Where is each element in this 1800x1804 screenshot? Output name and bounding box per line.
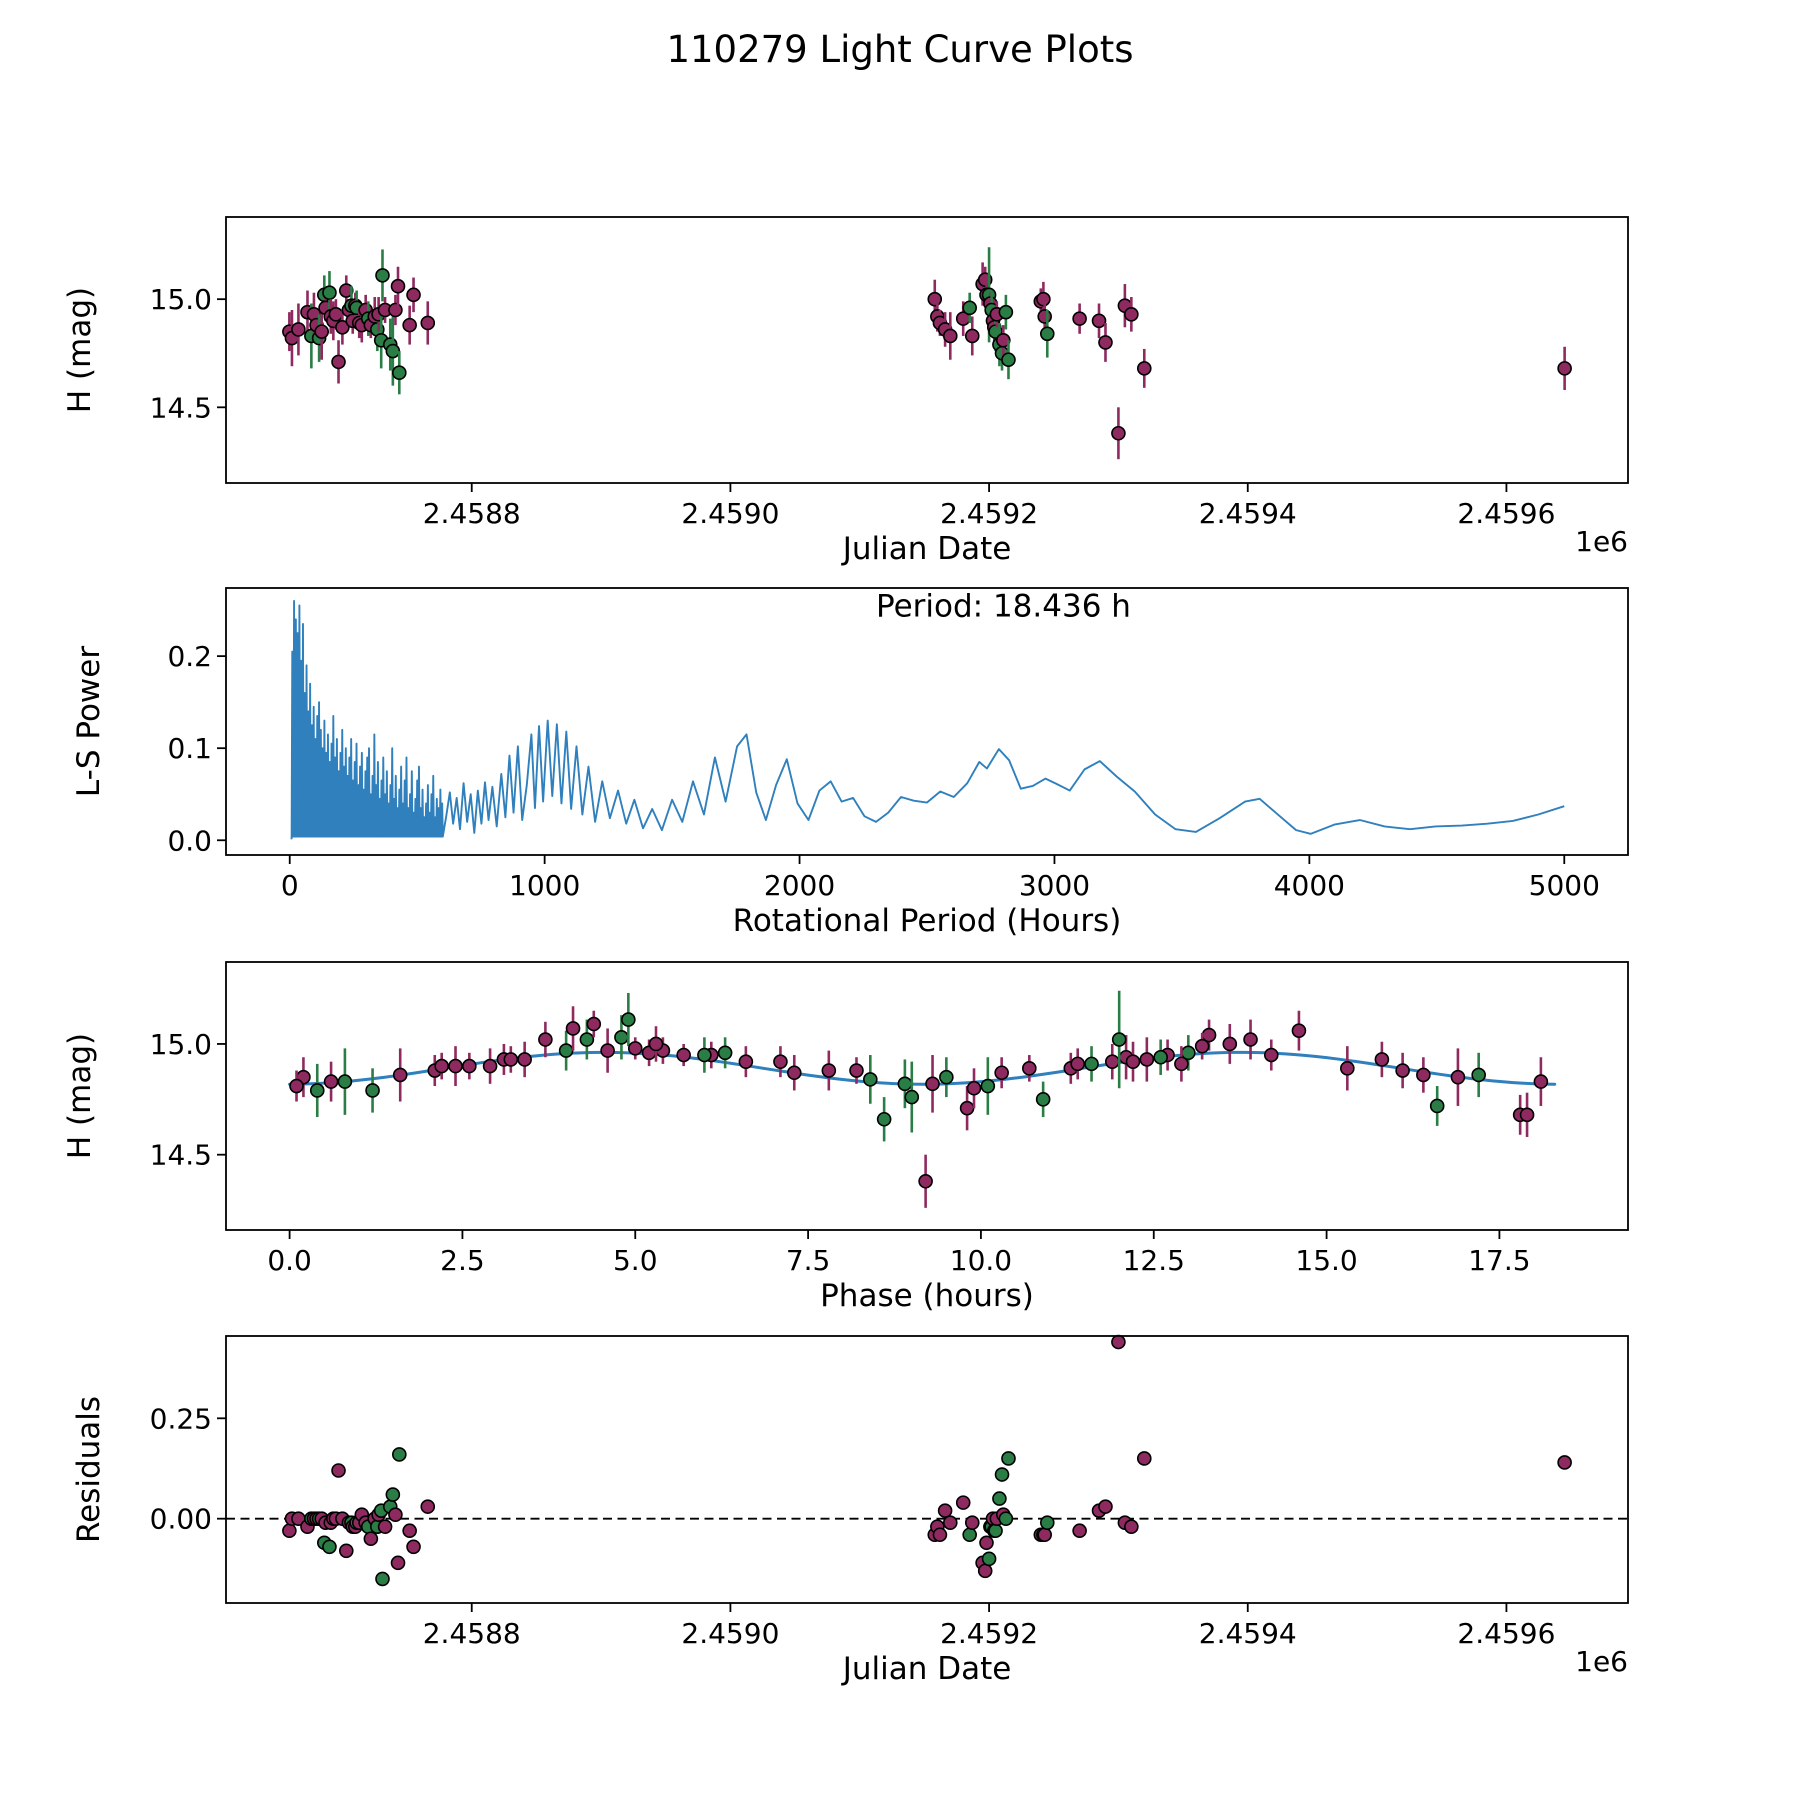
data-point	[1138, 362, 1151, 375]
x-tick-label: 17.5	[1468, 1244, 1531, 1277]
y-tick-label: 0.25	[149, 1402, 212, 1436]
y-tick-label: 0.00	[149, 1502, 212, 1536]
data-point	[403, 1524, 416, 1537]
data-point	[1099, 1500, 1112, 1513]
data-point	[1099, 336, 1112, 349]
data-point	[435, 1060, 448, 1073]
x-tick-label: 1000	[509, 869, 581, 902]
data-point	[393, 366, 406, 379]
data-point	[325, 1075, 338, 1088]
data-point	[315, 325, 328, 338]
data-point	[1472, 1068, 1485, 1081]
data-point	[580, 1033, 593, 1046]
data-point	[898, 1077, 911, 1090]
data-point	[311, 1084, 324, 1097]
data-point	[850, 1064, 863, 1077]
data-point	[1038, 310, 1051, 323]
data-point	[283, 1524, 296, 1537]
x-axis-offset-label: 1e6	[1575, 525, 1628, 558]
figure-title: 110279 Light Curve Plots	[666, 28, 1134, 71]
data-point	[615, 1031, 628, 1044]
data-point	[1093, 314, 1106, 327]
data-point	[966, 329, 979, 342]
data-point	[1112, 1336, 1125, 1349]
data-point	[463, 1060, 476, 1073]
data-point	[329, 308, 342, 321]
data-point	[1002, 353, 1015, 366]
data-point	[933, 1528, 946, 1541]
data-point	[1521, 1108, 1534, 1121]
data-point	[1375, 1053, 1388, 1066]
data-point	[944, 329, 957, 342]
data-point	[484, 1060, 497, 1073]
x-tick-label: 2.4588	[422, 1617, 521, 1650]
data-point	[394, 1068, 407, 1081]
data-point	[364, 1532, 377, 1545]
data-point	[379, 1520, 392, 1533]
data-point	[981, 1080, 994, 1093]
data-point	[338, 1075, 351, 1088]
x-tick-label: 2.4592	[940, 1617, 1039, 1650]
data-point	[1223, 1037, 1236, 1050]
data-point	[449, 1060, 462, 1073]
data-point	[1451, 1071, 1464, 1084]
x-axis-label: Phase (hours)	[820, 1278, 1034, 1314]
data-point	[1073, 312, 1086, 325]
data-point	[1431, 1099, 1444, 1112]
data-point	[1396, 1064, 1409, 1077]
data-point	[1244, 1033, 1257, 1046]
data-point	[989, 1524, 1002, 1537]
data-point	[1106, 1055, 1119, 1068]
x-tick-label: 2000	[763, 869, 836, 902]
data-point	[999, 1512, 1012, 1525]
x-tick-label: 12.5	[1122, 1244, 1185, 1277]
y-tick-label: 0.1	[167, 732, 212, 766]
period-annotation: Period: 18.436 h	[876, 588, 1131, 625]
y-tick-label: 15.0	[149, 1027, 212, 1061]
data-point	[340, 1544, 353, 1557]
data-point	[622, 1013, 635, 1026]
x-axis-label: Rotational Period (Hours)	[732, 903, 1122, 939]
data-point	[567, 1022, 580, 1035]
data-point	[919, 1175, 932, 1188]
x-tick-label: 2.4596	[1457, 497, 1556, 530]
data-point	[1196, 1040, 1209, 1053]
data-point	[944, 1516, 957, 1529]
data-point	[323, 286, 336, 299]
x-tick-label: 2.4588	[422, 497, 521, 530]
data-point	[966, 1516, 979, 1529]
data-point	[1417, 1068, 1430, 1081]
data-point	[928, 293, 941, 306]
x-tick-label: 2.4590	[681, 497, 780, 530]
data-point	[601, 1044, 614, 1057]
x-tick-label: 2.4592	[940, 497, 1039, 530]
x-tick-label: 2.4596	[1457, 1617, 1556, 1650]
data-point	[539, 1033, 552, 1046]
data-point	[979, 1564, 992, 1577]
data-point	[1071, 1057, 1084, 1070]
data-point	[587, 1018, 600, 1031]
data-point	[926, 1077, 939, 1090]
data-point	[650, 1037, 663, 1050]
data-point	[1037, 1093, 1050, 1106]
data-point	[774, 1055, 787, 1068]
y-axis-label: H (mag)	[62, 1032, 98, 1160]
data-point	[940, 1071, 953, 1084]
data-point	[1140, 1053, 1153, 1066]
data-point	[290, 1080, 303, 1093]
y-axis-label: L-S Power	[71, 645, 107, 798]
data-point	[995, 1066, 1008, 1079]
data-point	[332, 1464, 345, 1477]
data-point	[393, 1448, 406, 1461]
data-point	[421, 1500, 434, 1513]
data-point	[677, 1049, 690, 1062]
data-point	[864, 1073, 877, 1086]
x-axis-label: Julian Date	[842, 1651, 1012, 1687]
data-point	[1138, 1452, 1151, 1465]
data-point	[698, 1049, 711, 1062]
data-point	[1041, 327, 1054, 340]
data-point	[1112, 427, 1125, 440]
data-point	[719, 1046, 732, 1059]
data-point	[968, 1082, 981, 1095]
x-tick-label: 5.0	[612, 1244, 658, 1277]
x-tick-label: 2.4594	[1198, 1617, 1297, 1650]
data-point	[1125, 308, 1138, 321]
x-tick-label: 2.4594	[1198, 497, 1297, 530]
x-tick-label: 5000	[1528, 869, 1600, 902]
data-point	[386, 1488, 399, 1501]
data-point	[1023, 1062, 1036, 1075]
y-tick-label: 15.0	[149, 283, 212, 317]
data-point	[939, 1504, 952, 1517]
y-axis-label: Residuals	[71, 1395, 107, 1544]
x-tick-label: 2.5	[440, 1244, 485, 1277]
data-point	[963, 301, 976, 314]
data-point	[1175, 1057, 1188, 1070]
data-point	[560, 1044, 573, 1057]
data-point	[504, 1053, 517, 1066]
data-point	[392, 1556, 405, 1569]
data-point	[389, 1508, 402, 1521]
data-point	[983, 1552, 996, 1565]
data-point	[376, 269, 389, 282]
data-point	[1002, 1452, 1015, 1465]
data-point	[1038, 1528, 1051, 1541]
data-point	[980, 1536, 993, 1549]
data-point	[389, 303, 402, 316]
x-tick-label: 0	[280, 869, 299, 902]
data-point	[518, 1053, 531, 1066]
y-tick-label: 14.5	[149, 391, 212, 425]
data-point	[392, 280, 405, 293]
data-point	[1534, 1075, 1547, 1088]
data-point	[961, 1102, 974, 1115]
data-point	[1073, 1524, 1086, 1537]
data-point	[1041, 1516, 1054, 1529]
data-point	[1558, 362, 1571, 375]
data-point	[878, 1113, 891, 1126]
data-point	[1113, 1033, 1126, 1046]
data-point	[407, 1540, 420, 1553]
x-tick-label: 0.0	[267, 1244, 312, 1277]
data-point	[323, 1540, 336, 1553]
x-tick-label: 3000	[1018, 869, 1091, 902]
data-point	[996, 1468, 1009, 1481]
data-point	[963, 1528, 976, 1541]
data-point	[1265, 1049, 1278, 1062]
data-point	[403, 319, 416, 332]
data-point	[1341, 1062, 1354, 1075]
y-tick-label: 0.2	[167, 640, 212, 674]
x-axis-offset-label: 1e6	[1575, 1645, 1628, 1678]
data-point	[376, 1572, 389, 1585]
x-tick-label: 4000	[1273, 869, 1345, 902]
x-tick-label: 10.0	[949, 1244, 1013, 1277]
data-point	[332, 355, 345, 368]
data-point	[739, 1055, 752, 1068]
data-point	[407, 288, 420, 301]
x-axis-label: Julian Date	[842, 531, 1012, 567]
y-tick-label: 0.0	[167, 824, 212, 858]
data-point	[386, 345, 399, 358]
data-point	[1085, 1057, 1098, 1070]
data-point	[822, 1064, 835, 1077]
data-point	[957, 1496, 970, 1509]
data-point	[1154, 1051, 1167, 1064]
data-point	[421, 316, 434, 329]
data-point	[788, 1066, 801, 1079]
data-point	[629, 1042, 642, 1055]
data-point	[999, 306, 1012, 319]
data-point	[993, 1492, 1006, 1505]
x-tick-label: 7.5	[785, 1244, 831, 1277]
x-tick-label: 15.0	[1295, 1244, 1358, 1277]
data-point	[366, 1084, 379, 1097]
x-tick-label: 2.4590	[681, 1617, 780, 1650]
data-point	[1125, 1520, 1138, 1533]
data-point	[1558, 1456, 1571, 1469]
data-point	[905, 1091, 918, 1104]
data-point	[292, 323, 305, 336]
y-tick-label: 14.5	[149, 1138, 212, 1172]
data-point	[1292, 1024, 1305, 1037]
y-axis-label: H (mag)	[62, 286, 98, 414]
data-point	[1127, 1055, 1140, 1068]
